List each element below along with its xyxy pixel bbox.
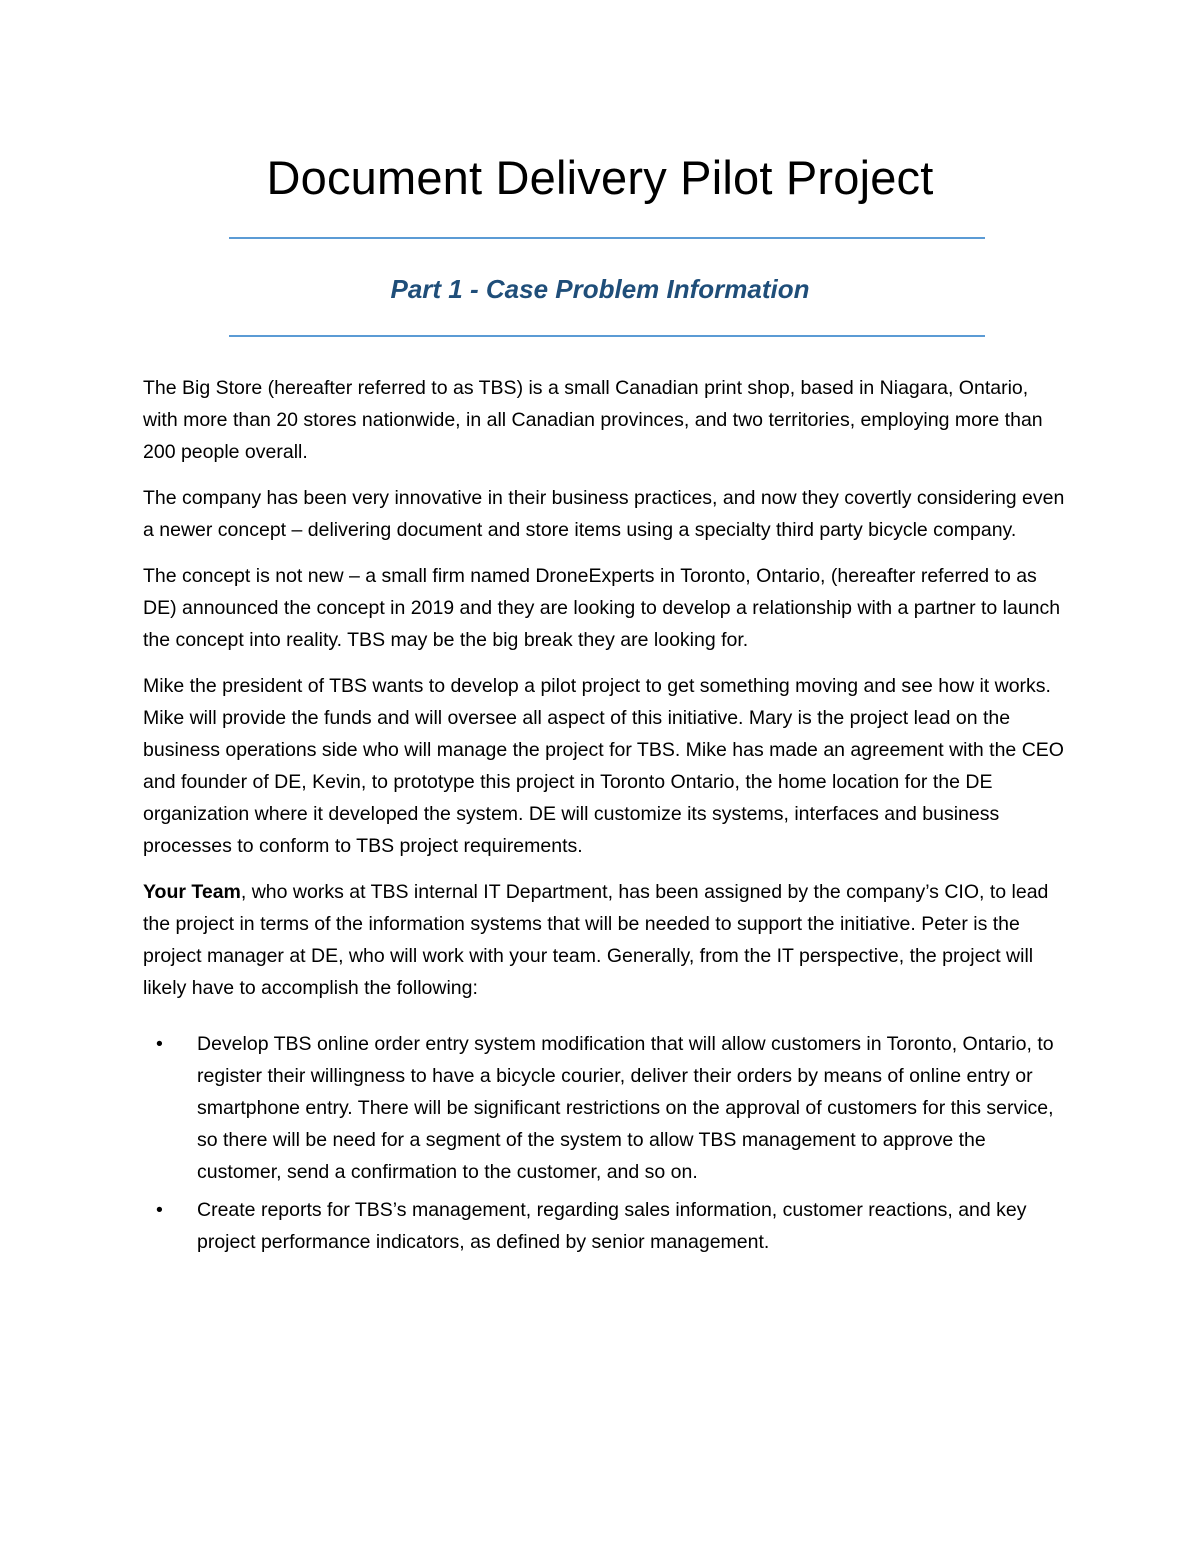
paragraph-company-intro: The Big Store (hereafter referred to as TBS) is a small Canadian print shop, based in Niagara, Ontario, with more than 20 stores nationwide, in all Canadian provinces, and two territories, employing more than 200 people overall. [143,377,1043,463]
list-item-text: Develop TBS online order entry system modification that will allow customers in Toronto, Ontario, to register their willingness to have a bicycle courier, deliver their orders by means of online entry or smartphone entry. There will be significant restrictions on the approval of customers for this service, so there will be need for a segment of the system to allow TBS management to approve the customer, send a confirmation to the customer, and so on. [197,1033,1054,1183]
bullet-icon: • [156,1033,163,1055]
requirements-list [143,1028,1068,1258]
bullet-icon: • [156,1199,163,1221]
document-body [143,372,1068,1264]
title-divider-top [229,237,985,239]
document-title: Document Delivery Pilot Project [266,151,934,204]
list-item-text: Create reports for TBS’s management, regarding sales information, customer reactions, and key project performance indicators, as defined by senior management. [197,1199,1027,1253]
list-item [143,1194,1068,1258]
team-lead-text: Your Team [143,881,241,903]
paragraph-concept: The concept is not new – a small firm named DroneExperts in Toronto, Ontario, (hereafter referred to as DE) announced the concept in 2019 and they are looking to develop a relationship with a partner to launch the concept into reality. TBS may be the big break they are looking for. [143,565,1061,651]
list-item [143,1028,1068,1188]
paragraph-pilot: Mike the president of TBS wants to develop a pilot project to get something moving and see how it works. Mike will provide the funds and will oversee all aspect of this initiative. Mary is the project lead on the business operations side who will manage the project for TBS. Mike has made an agreement with the CEO and founder of DE, Kevin, to prototype this project in Toronto Ontario, the home location for the DE organization where it developed the system. DE will customize its systems, interfaces and business processes to conform to TBS project requirements. [143,675,1064,857]
paragraph-innovation: The company has been very innovative in their business practices, and now they covertly considering even a newer concept – delivering document and store items using a specialty third party bicycle company. [143,487,1065,541]
title-divider-bottom [229,335,985,337]
team-rest-text: , who works at TBS internal IT Department, has been assigned by the company’s CIO, to lead the project in terms of the information systems that will be needed to support the initiative. Peter is the project manager at DE, who will work with your team. Generally, from the IT perspective, the project will likely have to accomplish the following: [143,881,1049,999]
paragraph-team [143,876,1068,1004]
document-subtitle: Part 1 - Case Problem Information [390,274,810,304]
